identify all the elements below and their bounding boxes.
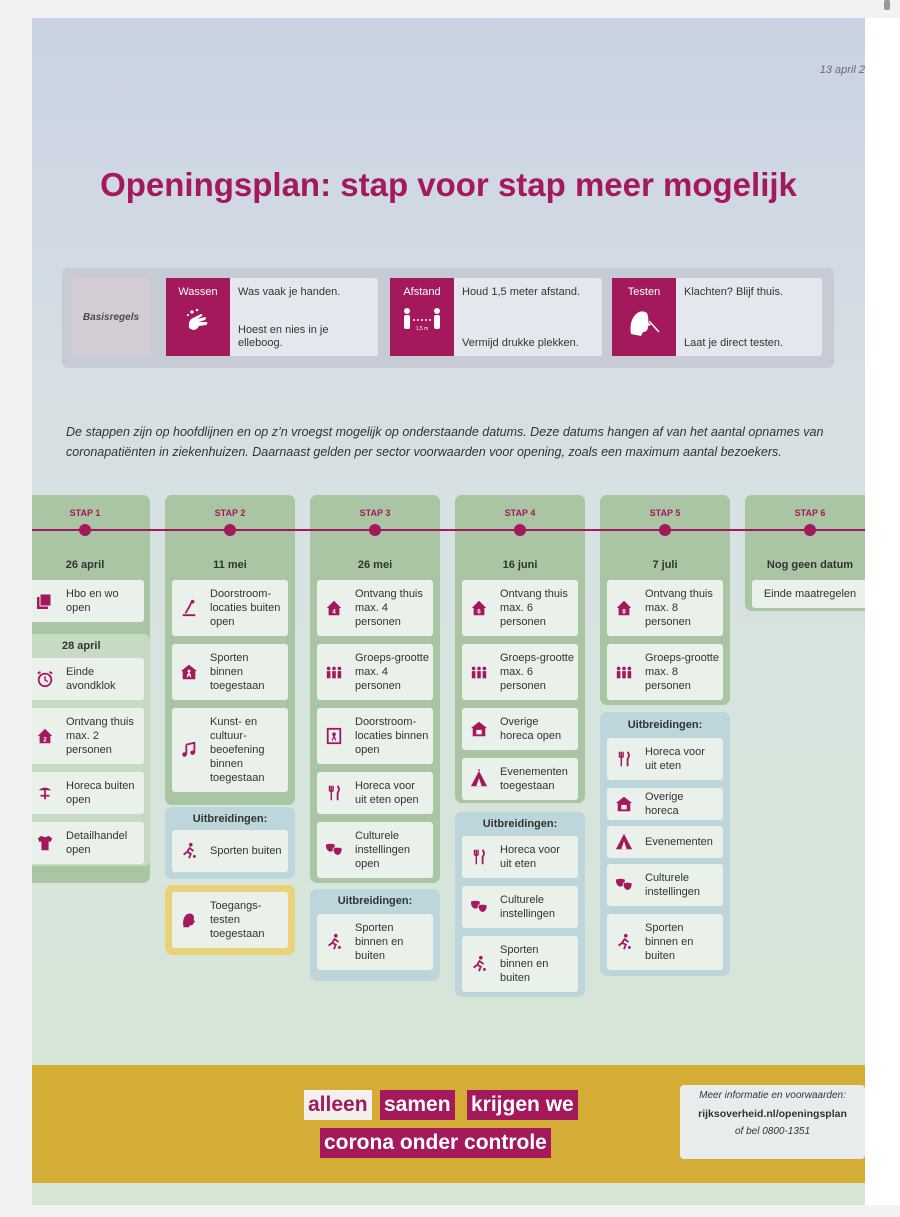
step-label: STAP 2 xyxy=(214,508,246,518)
step-date: 26 april xyxy=(65,559,105,571)
house-icon xyxy=(325,599,343,617)
slogan-word: krijgen we xyxy=(467,1090,578,1120)
cutlery-icon xyxy=(615,750,633,768)
slogan-line: corona onder controle xyxy=(320,1128,551,1158)
music-note-icon xyxy=(180,741,198,759)
running-icon xyxy=(470,955,488,973)
measure-card: Sporten buiten xyxy=(172,830,288,872)
step-date: 28 april xyxy=(62,640,101,652)
timeline-dot xyxy=(514,524,526,536)
cafe-icon xyxy=(470,720,488,738)
measure-card: Culturele instellingen xyxy=(607,864,723,906)
rule-wassen xyxy=(166,278,378,356)
tent-icon xyxy=(615,833,633,851)
measure-card: Einde maatregelen xyxy=(752,580,865,608)
group-icon xyxy=(470,663,488,681)
timeline-dot xyxy=(79,524,91,536)
measure-card: Groeps-grootte max. 4 personen xyxy=(317,644,433,700)
running-icon xyxy=(325,933,343,951)
extensions-title: Uitbreidingen: xyxy=(337,895,413,907)
slogan-word: samen xyxy=(380,1090,455,1120)
test-swab-icon xyxy=(627,306,661,338)
theatre-masks-icon xyxy=(470,898,488,916)
measure-card: Groeps-grootte max. 6 personen xyxy=(462,644,578,700)
step-date: 16 juni xyxy=(502,559,538,571)
slogan-word: alleen xyxy=(304,1090,372,1120)
page-title: Openingsplan: stap voor stap meer mogelijk xyxy=(100,166,797,203)
rule-afstand xyxy=(390,278,602,356)
rule-text-1: Houd 1,5 meter afstand. xyxy=(462,286,581,298)
step-label: STAP 3 xyxy=(359,508,391,518)
step-date: 26 mei xyxy=(357,559,393,571)
alarm-clock-icon xyxy=(36,670,54,688)
rule-tag xyxy=(390,278,454,356)
rule-text-1: Was vaak je handen. xyxy=(238,286,341,298)
cutlery-icon xyxy=(325,784,343,802)
measure-card: Horeca voor uit eten xyxy=(607,738,723,780)
measure-card: Sporten binnen en buiten xyxy=(462,936,578,992)
house-icon xyxy=(36,727,54,745)
theatre-masks-icon xyxy=(325,841,343,859)
timeline-dot xyxy=(224,524,236,536)
measure-card: Doorstroom-locaties binnen open xyxy=(317,708,433,764)
terrace-icon xyxy=(36,784,54,802)
info-link[interactable]: rijksoverheid.nl/openingsplan xyxy=(698,1108,847,1120)
measure-card: Toegangs-testen toegestaan xyxy=(172,892,288,948)
rule-tag xyxy=(612,278,676,356)
theatre-masks-icon xyxy=(615,876,633,894)
measure-card: Evenementen toegestaan xyxy=(462,758,578,800)
rule-testen xyxy=(612,278,822,356)
svg-text:6: 6 xyxy=(477,608,481,616)
measure-card: Detailhandel open xyxy=(32,822,144,864)
measure-card: Overige horeca open xyxy=(462,708,578,750)
rule-tag xyxy=(166,278,230,356)
measure-card: Sporten binnen en buiten xyxy=(607,914,723,970)
measure-card: Evenementen xyxy=(607,826,723,858)
step-label: STAP 6 xyxy=(794,508,826,518)
house-icon xyxy=(470,599,488,617)
group-icon xyxy=(325,663,343,681)
books-icon xyxy=(36,592,54,610)
measure-card: Doorstroom-locaties buiten open xyxy=(172,580,288,636)
timeline-dot xyxy=(804,524,816,536)
measure-card: 6 Ontvang thuis max. 6 personen xyxy=(462,580,578,636)
svg-text:8: 8 xyxy=(622,608,626,616)
poster-date: 13 april 2 xyxy=(819,64,865,76)
cafe-icon xyxy=(615,795,633,813)
measure-card: Kunst- en cultuur-beoefening binnen toegestaan xyxy=(172,708,288,792)
step-label: STAP 1 xyxy=(69,508,101,518)
measure-card: Horeca buiten open xyxy=(32,772,144,814)
intro-text: De stappen zijn op hoofdlijnen en op z’n vroegst mogelijk op onderstaande datums. Deze datums hangen af van het aantal opnames van coronapatiënten in ziekenhuizen. Daarnaast gelden per sector voorwaarden voor opening, zoals een maximum aantal bezoekers. xyxy=(66,425,824,459)
rule-text-2: Hoest en nies in je elleboog. xyxy=(238,324,329,349)
step-date: 7 juli xyxy=(652,559,678,571)
extensions-title: Uitbreidingen: xyxy=(192,813,268,825)
svg-text:1,5 m: 1,5 m xyxy=(415,326,429,332)
house-icon xyxy=(615,599,633,617)
rule-text-2: Laat je direct testen. xyxy=(684,337,784,349)
rule-text-1: Klachten? Blijf thuis. xyxy=(684,286,784,298)
poster xyxy=(32,18,865,1205)
step-date: 11 mei xyxy=(213,559,247,571)
measure-card: Overige horeca xyxy=(607,788,723,820)
measure-card: Sporten binnen en buiten xyxy=(317,914,433,970)
rules-label: Basisregels xyxy=(72,278,150,356)
measure-card: Horeca voor uit eten xyxy=(462,836,578,878)
measure-card: Groeps-grootte max. 8 personen xyxy=(607,644,723,700)
museum-icon xyxy=(325,727,343,745)
measure-card: Culturele instellingen xyxy=(462,886,578,928)
measure-card: Hbo en wo open xyxy=(32,580,144,622)
info-text: Meer informatie en voorwaarden: xyxy=(699,1090,846,1101)
step-label: STAP 4 xyxy=(504,508,536,518)
rule-tag-label: Testen xyxy=(627,286,661,298)
shirt-icon xyxy=(36,834,54,852)
hand-wash-icon xyxy=(183,306,213,336)
running-icon xyxy=(180,842,198,860)
walking-route-icon xyxy=(180,599,198,617)
measure-card: 2 Ontvang thuis max. 2 personen xyxy=(32,708,144,764)
timeline-dot xyxy=(369,524,381,536)
measure-card: Einde avondklok xyxy=(32,658,144,700)
info-phone: of bel 0800-1351 xyxy=(734,1126,811,1137)
test-head-icon xyxy=(180,911,198,929)
cutlery-icon xyxy=(470,848,488,866)
step-label: STAP 5 xyxy=(649,508,681,518)
indoor-sports-icon xyxy=(180,663,198,681)
rule-tag-label: Afstand xyxy=(403,286,441,298)
measure-card: Culturele instellingen open xyxy=(317,822,433,878)
basic-rules xyxy=(62,268,834,368)
step-date: Nog geen datum xyxy=(766,559,854,571)
tent-icon xyxy=(470,770,488,788)
measure-card: Horeca voor uit eten open xyxy=(317,772,433,814)
scroll-indicator[interactable] xyxy=(884,0,890,10)
bottom-strip xyxy=(32,1183,865,1205)
timeline xyxy=(32,529,865,531)
measure-card: Sporten binnen toegestaan xyxy=(172,644,288,700)
running-icon xyxy=(615,933,633,951)
rule-tag-label: Wassen xyxy=(178,286,218,298)
rule-text-2: Vermijd drukke plekken. xyxy=(462,337,579,349)
distance-icon xyxy=(400,306,444,336)
timeline-dot xyxy=(659,524,671,536)
svg-text:4: 4 xyxy=(332,608,336,616)
measure-card: 4 Ontvang thuis max. 4 personen xyxy=(317,580,433,636)
right-panel xyxy=(865,18,900,1205)
info-box xyxy=(680,1085,865,1159)
svg-text:2: 2 xyxy=(43,736,47,744)
extensions-title: Uitbreidingen: xyxy=(482,818,558,830)
extensions-title: Uitbreidingen: xyxy=(627,719,703,731)
measure-card: 8 Ontvang thuis max. 8 personen xyxy=(607,580,723,636)
group-icon xyxy=(615,663,633,681)
